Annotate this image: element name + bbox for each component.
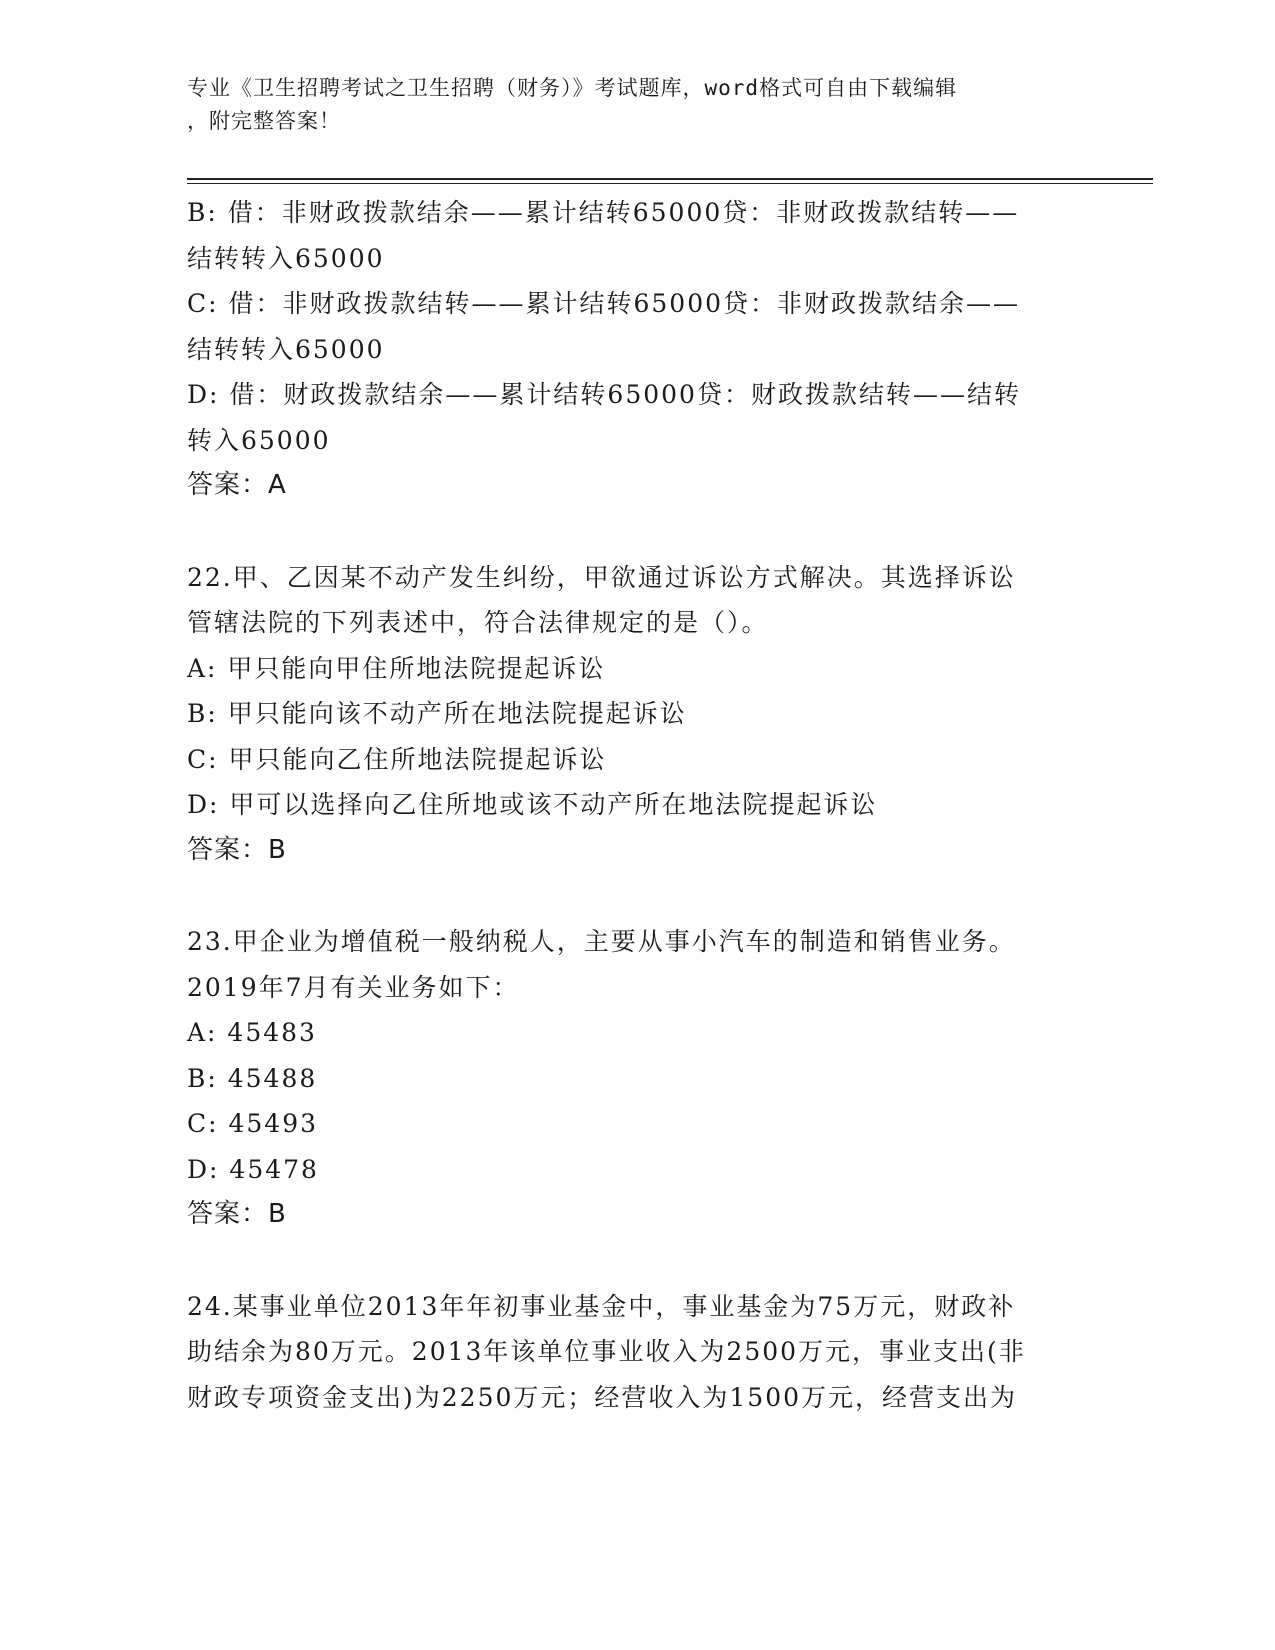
question-stem-line-2: 2019年7月有关业务如下： <box>187 972 520 1002</box>
answer-23: 答案：B <box>187 1199 287 1229</box>
answer-22: 答案：B <box>187 834 287 865</box>
option-a: A: 45483 <box>187 1018 317 1047</box>
document-header <box>187 72 1067 138</box>
header-rule-thin <box>187 183 1153 184</box>
option-d: D: 45478 <box>187 1154 319 1184</box>
option-d-line-2: 转入65000 <box>187 425 331 455</box>
option-b: B: 甲只能向该不动产所在地法院提起诉讼 <box>187 699 687 728</box>
spacer <box>187 509 1087 555</box>
question-23 <box>187 919 1087 1238</box>
question-stem-line-1: 22.甲、乙因某不动产发生纠纷，甲欲通过诉讼方式解决。其选择诉讼 <box>187 562 1016 592</box>
option-b: B: 45488 <box>187 1063 318 1093</box>
question-stem-line-2: 助结余为80万元。2013年该单位事业收入为2500万元，事业支出(非 <box>187 1337 1026 1366</box>
answer-21: 答案：A <box>187 470 287 500</box>
option-c: C: 45493 <box>187 1109 319 1138</box>
option-c: C: 甲只能向乙住所地法院提起诉讼 <box>187 744 607 774</box>
option-b-line-2: 结转转入65000 <box>187 243 385 273</box>
spacer <box>187 873 1087 919</box>
header-rule-thick <box>187 178 1153 180</box>
option-d-line-1: D: 借：财政拨款结余——累计结转65000贷：财政拨款结转——结转 <box>187 380 1021 409</box>
header-line-1: 专业《卫生招聘考试之卫生招聘（财务）》考试题库，word格式可自由下载编辑 <box>187 76 958 100</box>
header-line-2: ，附完整答案！ <box>187 109 341 133</box>
option-c-line-2: 结转转入65000 <box>187 334 385 364</box>
question-stem-line-1: 24.某事业单位2013年年初事业基金中，事业基金为75万元，财政补 <box>187 1291 1016 1321</box>
question-stem-line-3: 财政专项资金支出)为2250万元；经营收入为1500万元，经营支出为 <box>187 1382 1018 1412</box>
option-d: D: 甲可以选择向乙住所地或该不动产所在地法院提起诉讼 <box>187 790 878 819</box>
question-21 <box>187 190 1087 509</box>
question-24 <box>187 1284 1087 1421</box>
option-b-line-1: B: 借：非财政拨款结余——累计结转65000贷：非财政拨款结转—— <box>187 198 1020 227</box>
spacer <box>187 1238 1087 1284</box>
question-stem-line-1: 23.甲企业为增值税一般纳税人，主要从事小汽车的制造和销售业务。 <box>187 927 1016 956</box>
option-a: A: 甲只能向甲住所地法院提起诉讼 <box>187 653 606 683</box>
option-c-line-1: C: 借：非财政拨款结转——累计结转65000贷：非财政拨款结余—— <box>187 289 1021 318</box>
question-content <box>187 190 1087 1420</box>
question-stem-line-2: 管辖法院的下列表述中，符合法律规定的是（）。 <box>187 608 769 637</box>
question-22 <box>187 555 1087 874</box>
